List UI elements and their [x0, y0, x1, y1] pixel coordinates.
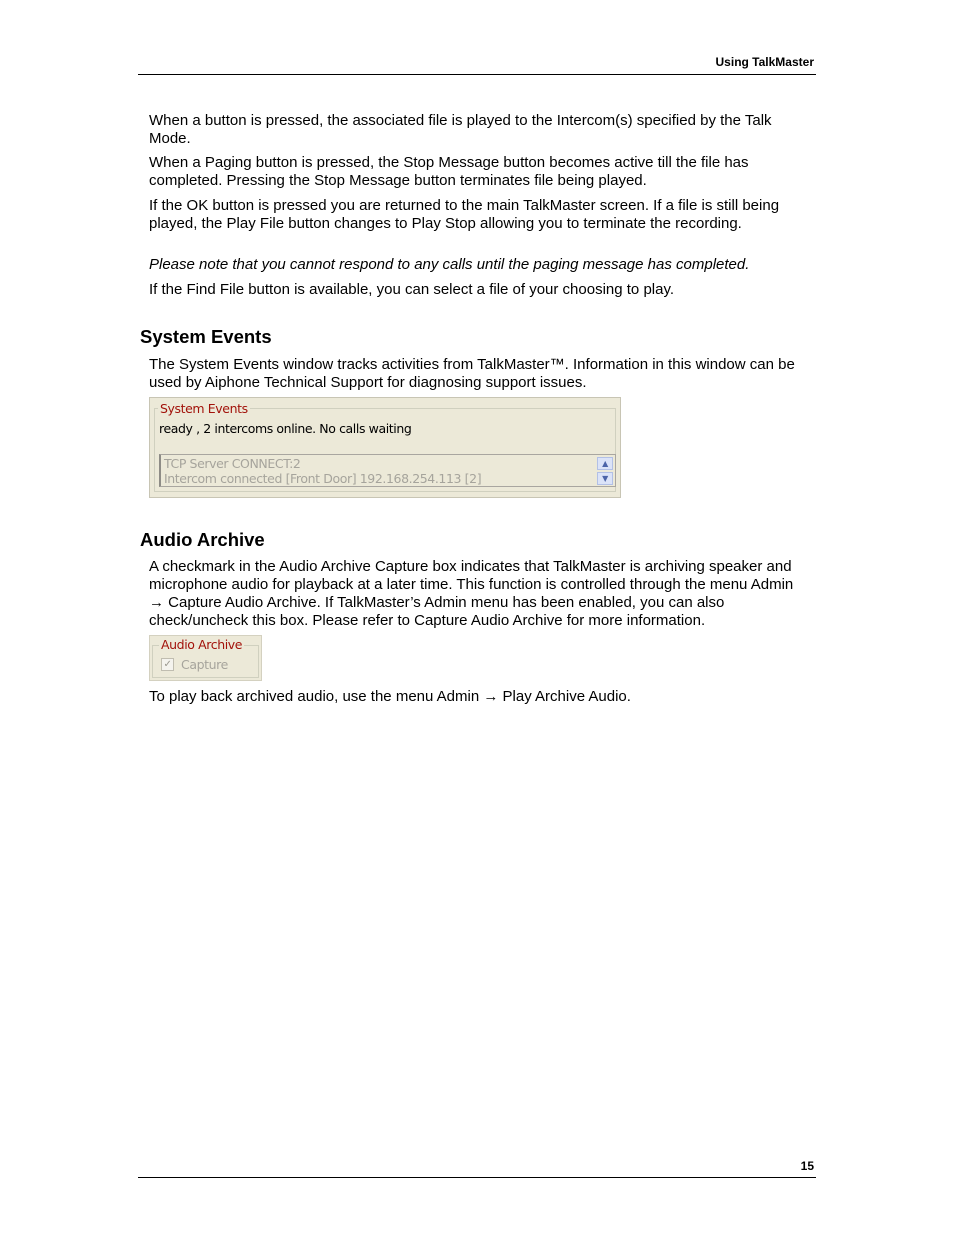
- capture-checkbox-label[interactable]: Capture: [181, 657, 228, 672]
- paragraph-play-archive: To play back archived audio, use the menu Admin → Play Archive Audio.: [149, 688, 631, 705]
- paragraph-ok-button: If the OK button is pressed you are returned to the main TalkMaster screen. If a file is still being played, the Play File button changes to Play Stop allowing you to terminate the recording.: [149, 197, 780, 232]
- heading-audio-archive: Audio Archive: [140, 529, 265, 550]
- paragraph-system-events: The System Events window tracks activities from TalkMaster™. Information in this window can be used by Aiphone Technical Support for diagnosing support issues.: [149, 356, 795, 391]
- paragraph-find-file: If the Find File button is available, you can select a file of your choosing to play.: [149, 281, 675, 298]
- system-events-status: ready , 2 intercoms online. No calls waiting: [159, 421, 412, 436]
- footer-rule: [138, 1177, 816, 1178]
- paragraph-paging-button: When a Paging button is pressed, the Stop Message button becomes active till the file has completed. Pressing the Stop Message button terminates file being played.: [149, 154, 749, 189]
- page-header-title: Using TalkMaster: [715, 55, 814, 69]
- audio-archive-panel: [149, 635, 262, 681]
- page-number: 15: [800, 1159, 814, 1173]
- scroll-down-button[interactable]: [597, 472, 613, 485]
- chevron-up-icon: ▲: [602, 459, 608, 468]
- log-line: Intercom connected [Front Door] 192.168.254.113 [2]: [164, 471, 482, 486]
- chevron-down-icon: ▼: [602, 474, 608, 483]
- system-events-legend: System Events: [160, 401, 248, 416]
- system-events-panel: [149, 397, 621, 498]
- paragraph-audio-archive: A checkmark in the Audio Archive Capture box indicates that TalkMaster is archiving speaker and microphone audio for playback at a later time. This function is controlled through the menu Admin → Capture Audio Archive. If TalkMaster’s Admin menu has been enabled, you can also check/uncheck this box. Please refer to Capture Audio Archive for more information.: [149, 558, 794, 629]
- heading-system-events: System Events: [140, 326, 272, 347]
- paragraph-button-pressed: When a button is pressed, the associated file is played to the Intercom(s) specified by the Talk Mode.: [149, 112, 772, 147]
- system-events-log-list[interactable]: [159, 454, 616, 487]
- paragraph-note-italic: Please note that you cannot respond to any calls until the paging message has completed.: [149, 256, 750, 273]
- header-rule: [138, 74, 816, 75]
- log-line: TCP Server CONNECT:2: [164, 456, 301, 471]
- audio-archive-legend: Audio Archive: [161, 637, 243, 652]
- capture-checkbox[interactable]: [161, 658, 174, 671]
- scroll-up-button[interactable]: [597, 457, 613, 470]
- checkmark-icon: ✓: [163, 659, 172, 670]
